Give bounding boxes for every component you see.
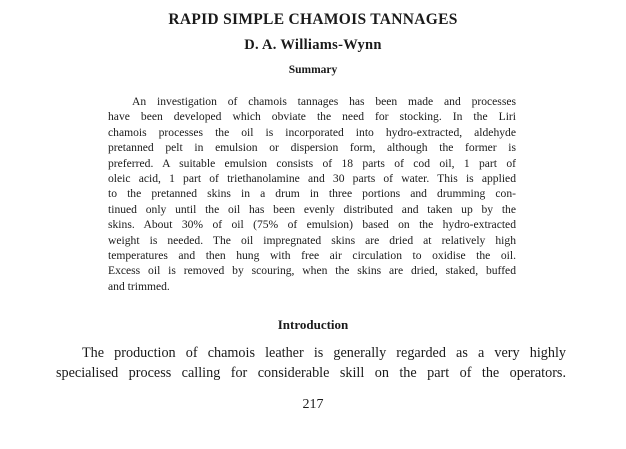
abstract-line: skins. About 30% of oil (75% of emulsion) based on the hydro-extracted bbox=[108, 218, 516, 232]
abstract-line: oleic acid, 1 part of triethanolamine and 30 parts of water. This is applied bbox=[108, 171, 516, 185]
abstract-line: preferred. A suitable emulsion consists of 18 parts of cod oil, 1 part of bbox=[108, 156, 516, 170]
abstract-line: An investigation of chamois tannages has been made and processes bbox=[132, 95, 516, 108]
summary-heading: Summary bbox=[288, 64, 338, 76]
abstract-line: pretanned pelt in emulsion or dispersion form, although the former is bbox=[108, 141, 516, 155]
abstract-line: chamois processes the oil is incorporated into hydro-extracted, aldehyde bbox=[108, 125, 516, 139]
abstract-line: to the pretanned skins in a drum in three portions and drumming con- bbox=[108, 187, 516, 201]
body-line: specialised process calling for considerable skill on the part of the operators. bbox=[56, 365, 566, 381]
abstract-line: Excess oil is removed by scouring, when the skins are dried, staked, buffed bbox=[108, 264, 516, 278]
page-number: 217 bbox=[302, 397, 324, 412]
paper-title: RAPID SIMPLE CHAMOIS TANNAGES bbox=[168, 11, 458, 28]
abstract-line: have been developed which obviate the need for stocking. In the Liri bbox=[108, 110, 516, 124]
abstract-line: weight is needed. The oil impregnated skins are dried at relatively high bbox=[108, 233, 516, 247]
body-line: The production of chamois leather is generally regarded as a very highly bbox=[82, 345, 566, 361]
introduction-heading: Introduction bbox=[277, 317, 349, 332]
abstract-line: and trimmed. bbox=[108, 279, 170, 293]
abstract-line: tinued only until the oil has been evenly distributed and taken up by the bbox=[108, 202, 516, 216]
author-name: D. A. Williams-Wynn bbox=[244, 37, 382, 53]
abstract-paragraph bbox=[108, 94, 516, 294]
abstract-line: temperatures and then hung with free air circulation to oxidise the oil. bbox=[108, 248, 516, 262]
introduction-paragraph bbox=[56, 343, 566, 383]
